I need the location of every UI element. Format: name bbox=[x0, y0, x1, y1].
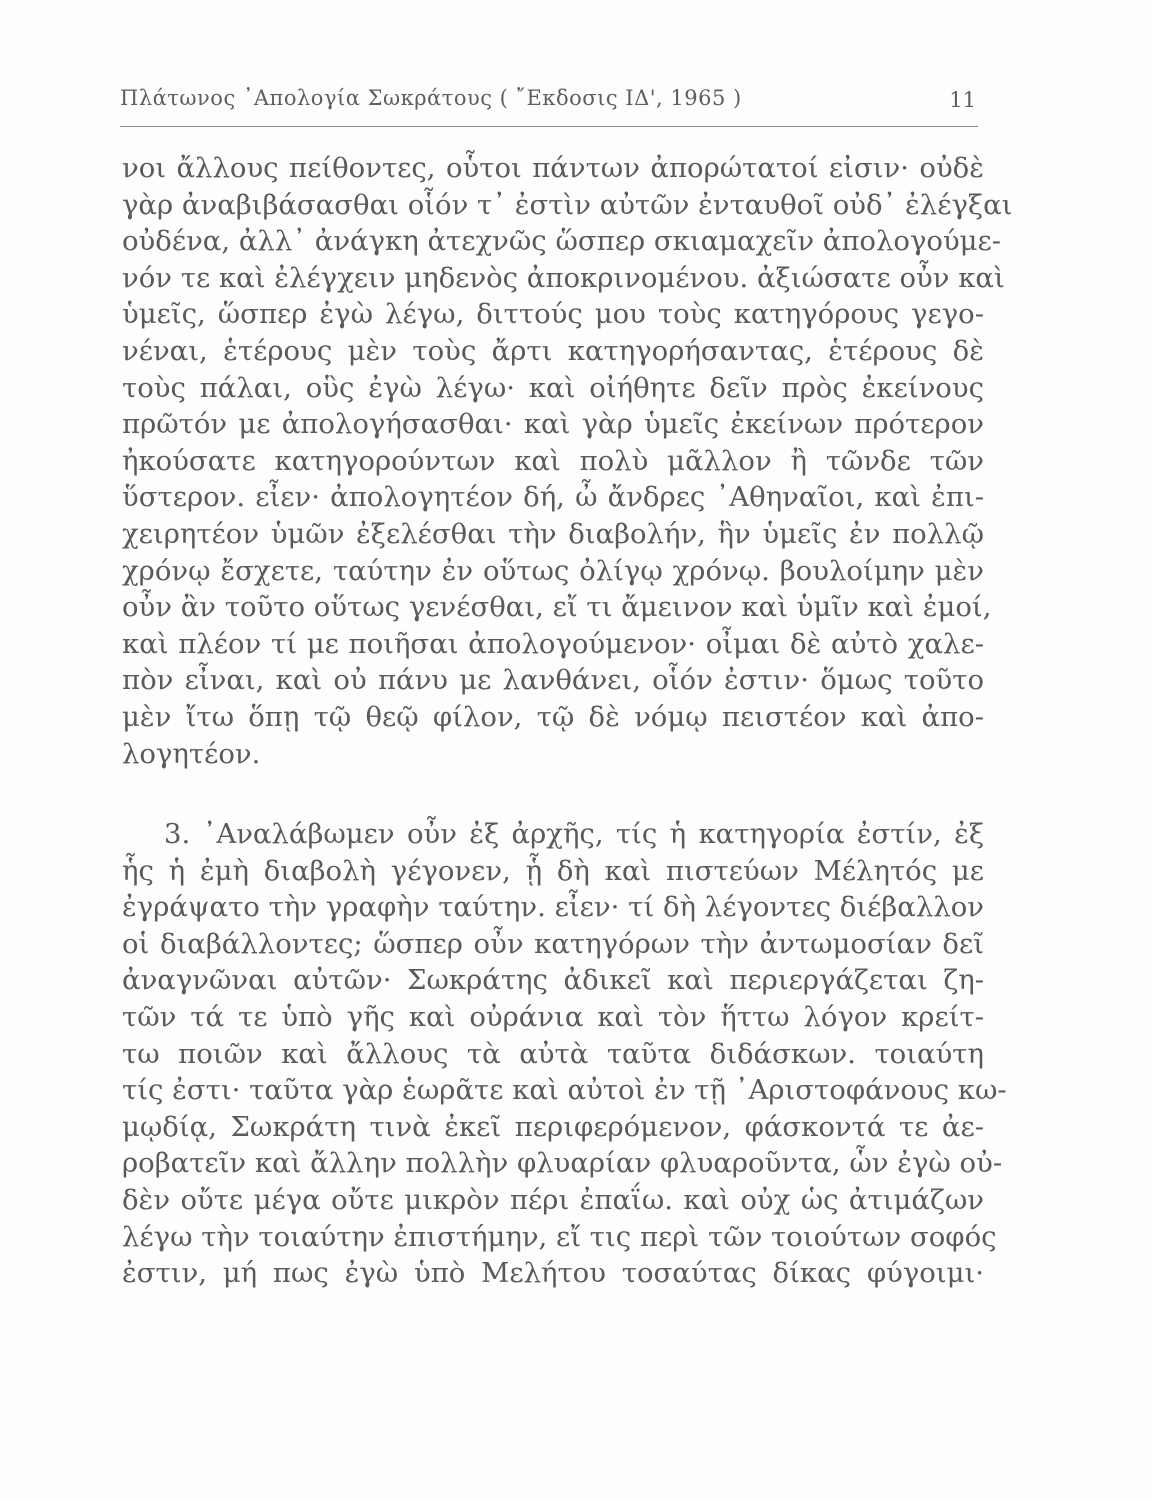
text-line: μὲν ἴτω ὅπῃ τῷ θεῷ φίλον, τῷ δὲ νόμῳ πειστέον καὶ ἀπο- bbox=[122, 700, 984, 733]
text-line: 3. ᾿Αναλάβωμεν οὖν ἐξ ἀρχῆς, τίς ἡ κατηγορία ἐστίν, ἐξ bbox=[164, 818, 984, 851]
running-title: Πλάτωνος ᾿Απολογία Σωκράτους ( ῎Εκδοσις ΙΔ', 1965 ) bbox=[120, 86, 742, 110]
page-number: 11 bbox=[949, 88, 976, 112]
text-line: οὖν ἂν τοῦτο οὕτως γενέσθαι, εἴ τι ἄμεινον καὶ ὑμῖν καὶ ἐμοί, bbox=[122, 591, 992, 624]
text-line: πρῶτόν με ἀπολογήσασθαι· καὶ γὰρ ὑμεῖς ἐκείνων πρότερον bbox=[122, 408, 984, 441]
text-line: γὰρ ἀναβιβάσασθαι οἷόν τ᾿ ἐστὶν αὐτῶν ἐνταυθοῖ οὐδ᾿ ἐλέγξαι bbox=[122, 188, 1013, 221]
text-line: ἀναγνῶναι αὐτῶν· Σωκράτης ἀδικεῖ καὶ περιεργάζεται ζη- bbox=[122, 964, 984, 997]
text-line: δὲν οὔτε μέγα οὔτε μικρὸν πέρι ἐπαΐω. καὶ οὐχ ὡς ἀτιμάζων bbox=[122, 1184, 984, 1217]
text-line: τω ποιῶν καὶ ἄλλους τὰ αὐτὰ ταῦτα διδάσκων. τοιαύτη bbox=[122, 1037, 984, 1070]
paragraph-2 bbox=[122, 816, 1007, 1292]
page-header bbox=[120, 86, 978, 127]
text-line: οὐδένα, ἀλλ᾿ ἀνάγκη ἀτεχνῶς ὥσπερ σκιαμαχεῖν ἀπολογούμε- bbox=[122, 225, 1002, 258]
text-line: χειρητέον ὑμῶν ἐξελέσθαι τὴν διαβολήν, ἣν ὑμεῖς ἐν πολλῷ bbox=[122, 517, 984, 550]
text-line: λογητέον. bbox=[122, 737, 261, 770]
text-line: χρόνῳ ἔσχετε, ταύτην ἐν οὕτως ὀλίγῳ χρόνῳ. βουλοίμην μὲν bbox=[122, 554, 984, 587]
text-line: ροβατεῖν καὶ ἄλλην πολλὴν φλυαρίαν φλυαροῦντα, ὧν ἐγὼ οὐ- bbox=[122, 1147, 1003, 1180]
text-line: λέγω τὴν τοιαύτην ἐπιστήμην, εἴ τις περὶ τῶν τοιούτων σοφός bbox=[122, 1220, 997, 1253]
text-line: νέναι, ἑτέρους μὲν τοὺς ἄρτι κατηγορήσαντας, ἑτέρους δὲ bbox=[122, 334, 984, 367]
paragraph-1 bbox=[122, 150, 1013, 772]
text-line: ὕστερον. εἶεν· ἀπολογητέον δή, ὦ ἄνδρες ᾿Αθηναῖοι, καὶ ἐπι- bbox=[122, 481, 984, 514]
text-line: ἐστιν, μή πως ἐγὼ ὑπὸ Μελήτου τοσαύτας δίκας φύγοιμι· bbox=[122, 1257, 984, 1290]
text-line: μῳδίᾳ, Σωκράτη τινὰ ἐκεῖ περιφερόμενον, φάσκοντά τε ἀε- bbox=[122, 1110, 984, 1143]
text-line: πὸν εἶναι, καὶ οὐ πάνυ με λανθάνει, οἷόν ἐστιν· ὅμως τοῦτο bbox=[122, 664, 984, 697]
text-line: ἧς ἡ ἐμὴ διαβολὴ γέγονεν, ᾗ δὴ καὶ πιστεύων Μέλητός με bbox=[122, 854, 984, 887]
text-line: τίς ἐστι· ταῦτα γὰρ ἑωρᾶτε καὶ αὐτοὶ ἐν τῇ ᾿Αριστοφάνους κω- bbox=[122, 1074, 1007, 1107]
paragraph-gap bbox=[122, 772, 984, 816]
text-line: τοὺς πάλαι, οὓς ἐγὼ λέγω· καὶ οἰήθητε δεῖν πρὸς ἐκείνους bbox=[122, 371, 984, 404]
body-text bbox=[122, 150, 1013, 1292]
text-line: καὶ πλέον τί με ποιῆσαι ἀπολογούμενον· οἶμαι δὲ αὐτὸ χαλε- bbox=[122, 627, 984, 660]
text-line: ἠκούσατε κατηγορούντων καὶ πολὺ μᾶλλον ἢ τῶνδε τῶν bbox=[122, 444, 984, 477]
text-line: οἱ διαβάλλοντες; ὥσπερ οὖν κατηγόρων τὴν ἀντωμοσίαν δεῖ bbox=[122, 927, 984, 960]
text-line: ὑμεῖς, ὥσπερ ἐγὼ λέγω, διττούς μου τοὺς κατηγόρους γεγο- bbox=[122, 298, 984, 331]
text-line: τῶν τά τε ὑπὸ γῆς καὶ οὐράνια καὶ τὸν ἥττω λόγον κρείτ- bbox=[122, 1001, 984, 1034]
text-line: ἐγράψατο τὴν γραφὴν ταύτην. εἶεν· τί δὴ λέγοντες διέβαλλον bbox=[122, 891, 984, 924]
text-line: νοι ἄλλους πείθοντες, οὗτοι πάντων ἀπορώτατοί εἰσιν· οὐδὲ bbox=[122, 152, 984, 184]
text-line: νόν τε καὶ ἐλέγχειν μηδενὸς ἀποκρινομένου. ἀξιώσατε οὖν καὶ bbox=[122, 261, 1005, 294]
